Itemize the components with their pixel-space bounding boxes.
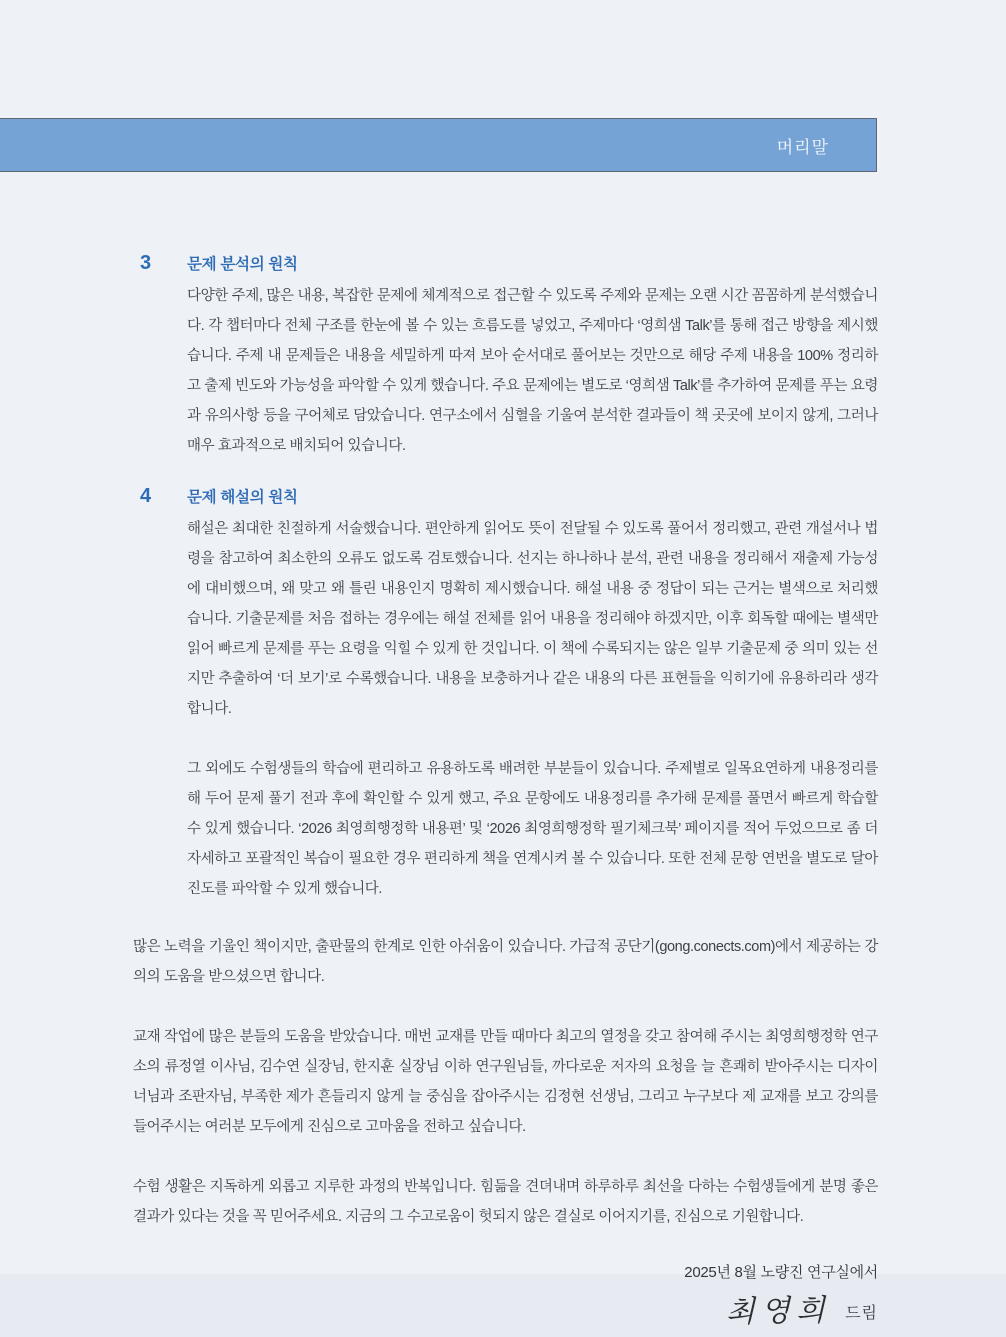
section-number: 3 bbox=[140, 252, 152, 274]
preface-content bbox=[133, 252, 878, 1337]
section-paragraph: 다양한 주제, 많은 내용, 복잡한 문제에 체계적으로 접근할 수 있도록 주제와 문제는 오랜 시간 꼼꼼하게 분석했습니다. 각 챕터마다 전체 구조를 한눈에 볼 수 있는 흐름도를 넣었고, 주제마다 ‘영희샘 Talk’를 통해 접근 방향을 제시했습니다. 주제 내 문제들은 내용을 세밀하게 따져 보아 순서대로 풀어보는 것만으로 해당 주제 내용을 100% 정리하고 출제 빈도와 가능성을 파악할 수 있게 했습니다. 주요 문제에는 별도로 ‘영희샘 Talk’를 추가하여 문제를 푸는 요령과 유의사항 등을 구어체로 담았습니다. 연구소에서 심혈을 기울여 분석한 결과들이 책 곳곳에 보이지 않게, 그러나 매우 효과적으로 배치되어 있습니다. bbox=[187, 288, 878, 454]
signature-suffix: 드림 bbox=[845, 1305, 878, 1322]
section-heading bbox=[133, 252, 878, 275]
signature-line bbox=[133, 1292, 878, 1337]
closing-paragraph: 많은 노력을 기울인 책이지만, 출판물의 한계로 인한 아쉬움이 있습니다. 가급적 공단기(gong.conects.com)에서 제공하는 강의의 도움을 받으셨으면 합니다. bbox=[133, 939, 878, 985]
section-problem-commentary bbox=[133, 485, 878, 904]
author-signature: 최영희 bbox=[725, 1293, 831, 1330]
closing-paragraph: 교재 작업에 많은 분들의 도움을 받았습니다. 매번 교재를 만들 때마다 최고의 열정을 갖고 참여해 주시는 최영희행정학 연구소의 류정열 이사님, 김수연 실장님, 한지훈 실장님 이하 연구원님들, 까다로운 저자의 요청을 늘 흔쾌히 받아주시는 디자이너님과 조판자님, 부족한 제가 흔들리지 않게 늘 중심을 잡아주시는 김정현 선생님, 그리고 누구보다 제 교재를 보고 강의를 들어주시는 여러분 모두에게 진심으로 고마움을 전하고 싶습니다. bbox=[133, 1029, 878, 1135]
section-body bbox=[187, 514, 878, 904]
section-paragraph: 해설은 최대한 친절하게 서술했습니다. 편안하게 읽어도 뜻이 전달될 수 있도록 풀어서 정리했고, 관련 개설서나 법령을 참고하여 최소한의 오류도 없도록 검토했습니다. 선지는 하나하나 분석, 관련 내용을 정리해서 재출제 가능성에 대비했으며, 왜 맞고 왜 틀린 내용인지 명확히 제시했습니다. 해설 내용 중 정답이 되는 근거는 별색으로 처리했습니다. 기출문제를 처음 접하는 경우에는 해설 전체를 읽어 내용을 정리해야 하겠지만, 이후 회독할 때에는 별색만 읽어 빠르게 문제를 푸는 요령을 익힐 수 있게 한 것입니다. 이 책에 수록되지는 않은 일부 기출문제 중 의미 있는 선지만 추출하여 ‘더 보기’로 수록했습니다. 내용을 보충하거나 같은 내용의 다른 표현들을 익히기에 유용하리라 생각합니다. bbox=[187, 521, 878, 717]
date-place-line: 2025년 8월 노량진 연구실에서 bbox=[684, 1264, 878, 1281]
section-heading bbox=[133, 485, 878, 508]
header-band bbox=[0, 118, 877, 172]
closing-paragraph: 수험 생활은 지독하게 외롭고 지루한 과정의 반복입니다. 힘듦을 견뎌내며 하루하루 최선을 다하는 수험생들에게 분명 좋은 결과가 있다는 것을 꼭 믿어주세요. 지금의 그 수고로움이 헛되지 않은 결실로 이어지기를, 진심으로 기원합니다. bbox=[133, 1179, 878, 1225]
closing-remarks bbox=[133, 932, 878, 1232]
section-title: 문제 분석의 원칙 bbox=[187, 256, 298, 273]
section-number: 4 bbox=[140, 485, 152, 507]
section-paragraph: 그 외에도 수험생들의 학습에 편리하고 유용하도록 배려한 부분들이 있습니다. 주제별로 일목요연하게 내용정리를 해 두어 문제 풀기 전과 후에 확인할 수 있게 했고, 주요 문항에도 내용정리를 추가해 문제를 풀면서 빠르게 학습할 수 있게 했습니다. ‘2026 최영희행정학 내용편’ 및 ‘2026 최영희행정학 필기체크북’ 페이지를 적어 두었으므로 좀 더 자세하고 포괄적인 복습이 필요한 경우 편리하게 책을 연계시켜 볼 수 있습니다. 또한 전체 문항 연번을 별도로 달아 진도를 파악할 수 있게 했습니다. bbox=[187, 761, 878, 897]
signoff-block bbox=[133, 1260, 878, 1337]
section-title: 문제 해설의 원칙 bbox=[187, 489, 298, 506]
section-problem-analysis bbox=[133, 252, 878, 461]
page-title: 머리말 bbox=[776, 137, 829, 157]
section-body bbox=[187, 281, 878, 461]
